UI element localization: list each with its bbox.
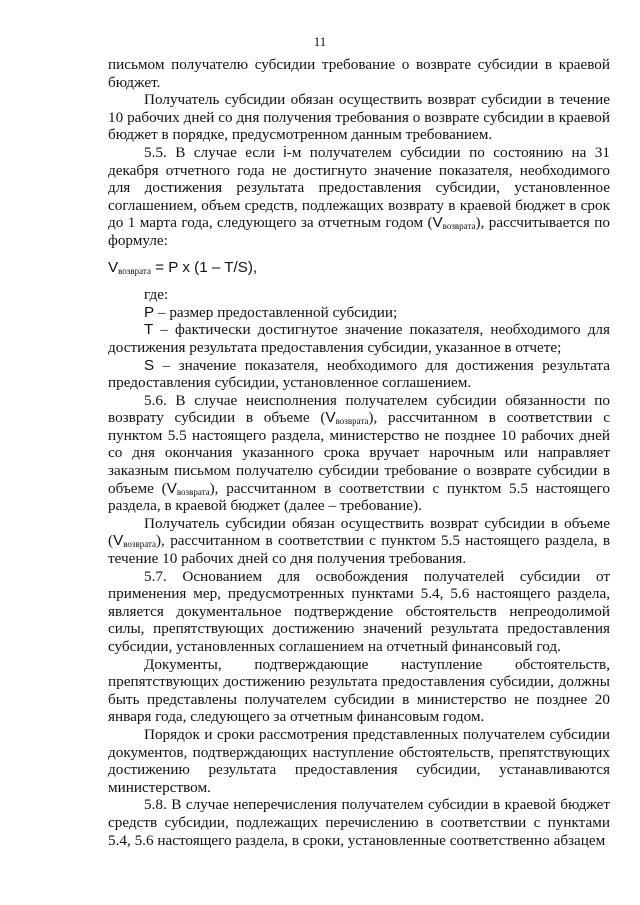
formula-subscript: возврата xyxy=(118,265,151,276)
text-run: – размер предоставленной субсидии; xyxy=(154,303,398,321)
paragraph-5-5 xyxy=(108,144,610,250)
document-body xyxy=(108,56,610,849)
variable-v: V xyxy=(166,479,177,497)
text-run: 5.5. В случае если xyxy=(144,143,284,161)
paragraph-documents: Документы, подтверждающие наступление обстоятельств, препятствующих достижению результата предоставления субсидии, должны быть представлены получателем субсидии в министерство не позднее 20 января года, следующего за отчетным финансовым годом. xyxy=(108,655,610,726)
paragraph-procedure: Порядок и сроки рассмотрения представленных получателем субсидии документов, подтверждающих наступление обстоятельств, препятствующих достижению результата предоставления субсидии, устанавливаются министерством. xyxy=(108,725,610,796)
variable-v: V xyxy=(432,214,443,232)
variable-s: S xyxy=(144,356,155,374)
text-run: Получатель субсидии обязан осуществить возврат субсидии в объеме ( xyxy=(108,514,610,550)
text-run: 5.6. В случае неисполнения получателем субсидии обязанности по возврату субсидии в объеме ( xyxy=(108,391,610,427)
paragraph-where: где: xyxy=(144,286,169,304)
formula xyxy=(108,250,610,287)
paragraph-return-obligation xyxy=(108,515,610,568)
text-run: ), рассчитанном в соответствии с пунктом 5.5 настоящего раздела, в течение 10 рабочих дней со дня получения требования. xyxy=(108,532,610,568)
paragraph-5-6 xyxy=(108,392,610,515)
text-run: ), рассчитанном в соответствии с пунктом 5.5 настоящего раздела, в краевой бюджет (далее – требование). xyxy=(108,479,610,515)
text-run: – значение показателя, необходимого для достижения результата предоставления субсидии, установленное соглашением. xyxy=(108,356,610,392)
variable-p: P xyxy=(144,303,155,321)
paragraph-2: Получатель субсидии обязан осуществить возврат субсидии в течение 10 рабочих дней со дня получения требования о возврате субсидии в краевой бюджет в порядке, предусмотренном данным требованием. xyxy=(108,91,610,144)
text-run: – фактически достигнутое значение показателя, необходимого для достижения результата предоставления субсидии, указанное в отчете; xyxy=(108,321,610,356)
paragraph-5-8: 5.8. В случае неперечисления получателем субсидии в краевой бюджет средств субсидии, подлежащих перечислению в соответствии с пунктами 5.4, 5.6 настоящего раздела, в сроки, установленные соответственно абзацем xyxy=(108,796,610,849)
variable-i: i xyxy=(283,143,287,161)
variable-t: T xyxy=(144,321,154,339)
variable-v: V xyxy=(325,409,336,427)
paragraph-1: письмом получателю субсидии требование о возврате субсидии в краевой бюджет. xyxy=(108,56,610,91)
variable-v: V xyxy=(113,532,124,550)
page-number: 11 xyxy=(313,34,327,49)
text-run: -м получателем субсидии по состоянию на 31 декабря отчетного года не достигнуто значение показателя, необходимого для достижения результата предоставления субсидии, установленное соглашением, объем средств, подлежащих возврату в краевой бюджет в срок до 1 марта года, следующего за отчетным годом ( xyxy=(108,143,610,232)
definition-t xyxy=(108,321,610,356)
formula-rest: = P x (1 – T/S), xyxy=(150,258,258,276)
variable-subscript: возврата xyxy=(335,416,369,427)
variable-subscript: возврата xyxy=(123,539,156,550)
paragraph-5-7: 5.7. Основанием для освобождения получателей субсидии от применения мер, предусмотренных пунктами 5.4, 5.6 настоящего раздела, является документальное подтверждение обстоятельств непреодолимой силы, препятствующих достижению значений результата предоставления субсидии, установленных соглашением на отчетный финансовый год. xyxy=(108,567,610,655)
text-run: ), рассчитанном в соответствии с пунктом 5.5 настоящего раздела, министерство не позднее 10 рабочих дней со дня окончания указанного срока вручает нарочным или направляет заказным письмом получателю субсидии требование о возврате субсидии в объеме ( xyxy=(108,409,610,497)
formula-v: V xyxy=(108,258,119,276)
text-run: ), рассчитывается по формуле: xyxy=(108,214,610,249)
definition-s xyxy=(108,357,610,392)
definition-p xyxy=(108,304,610,322)
variable-subscript: возврата xyxy=(176,486,210,497)
variable-subscript: возврата xyxy=(442,221,476,232)
